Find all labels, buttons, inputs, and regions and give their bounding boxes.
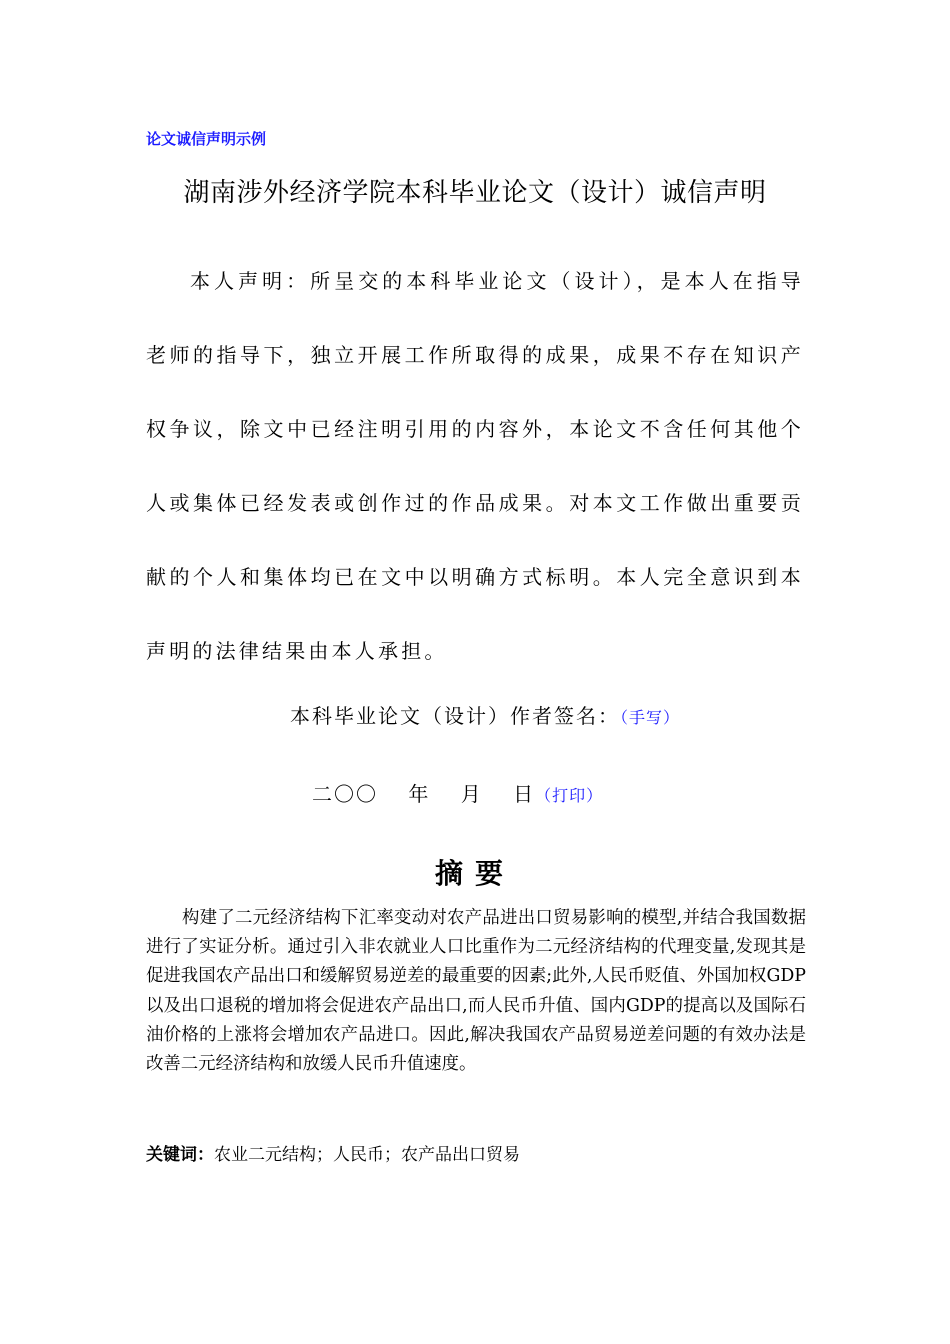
date-day: 日	[513, 782, 536, 806]
keywords-line	[146, 1140, 520, 1165]
abstract-heading: 摘要	[434, 857, 515, 890]
keywords-label: 关键词：	[146, 1145, 214, 1165]
signature-note: （手写）	[620, 708, 681, 727]
date-year-prefix: 二〇〇	[312, 782, 378, 806]
abstract-body: 构建了二元经济结构下汇率变动对农产品进出口贸易影响的模型,并结合我国数据进行了实证分析。通过引入非农就业人口比重作为二元经济结构的代理变量,发现其是促进我国农产品出口和缓解贸易逆差的最重要的因素;此外,人民币贬值、外国加权GDP以及出口退税的增加将会促进农产品出口,而人民币升值、国内GDP的提高以及国际石油价格的上涨将会增加农产品进口。因此,解决我国农产品贸易逆差问题的有效办法是改善二元经济结构和放缓人民币升值速度。	[146, 908, 806, 1075]
example-label: 论文诚信声明示例	[146, 130, 267, 148]
signature-line	[290, 700, 680, 729]
keywords-value: 农业二元结构；人民币；农产品出口贸易	[214, 1145, 520, 1165]
date-month: 月	[460, 782, 483, 806]
declaration-paragraph: 本人声明：所呈交的本科毕业论文（设计），是本人在指导老师的指导下，独立开展工作所取得的成果，成果不存在知识产权争议，除文中已经注明引用的内容外，本论文不含任何其他个人或集体已经发表或创作过的作品成果。对本文工作做出重要贡献的个人和集体均已在文中以明确方式标明。本人完全意识到本声明的法律结果由本人承担。	[146, 269, 804, 663]
date-year: 年	[408, 782, 431, 806]
page-title: 湖南涉外经济学院本科毕业论文（设计）诚信声明	[183, 178, 767, 208]
date-note: （打印）	[535, 786, 604, 805]
date-line	[312, 778, 603, 807]
signature-label: 本科毕业论文（设计）作者签名：	[290, 704, 620, 728]
